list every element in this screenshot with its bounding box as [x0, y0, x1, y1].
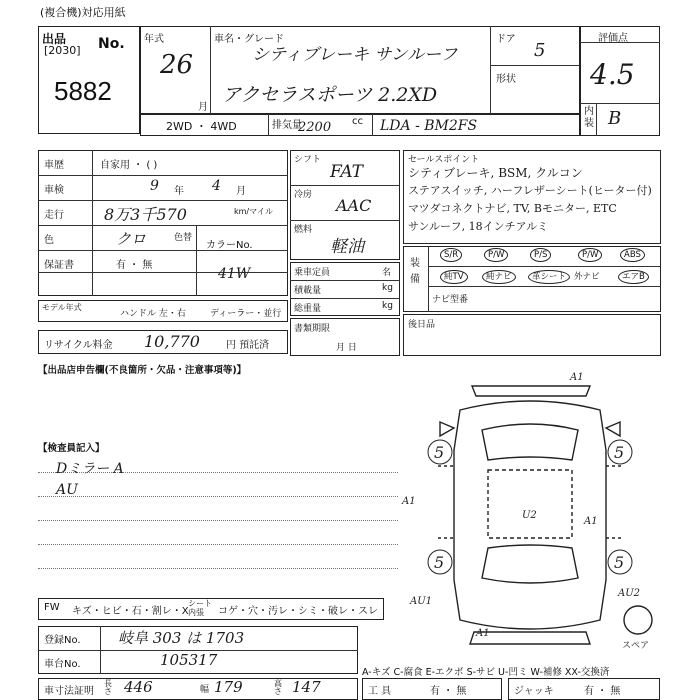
score-value: 4.5 [590, 58, 635, 91]
equip-ps: P/S [530, 250, 551, 260]
displacement-unit: cc [352, 116, 363, 127]
equip-leather: 革シート [528, 270, 570, 282]
score-label: 評価点 [598, 33, 628, 44]
color-options: 色替 [174, 233, 193, 243]
mark-a1-top: A1 [570, 372, 584, 383]
docs-label: 書類期限 [294, 324, 331, 334]
tools-label: 工 具 [368, 686, 392, 697]
handle-label: ハンドル 左・右 [120, 309, 186, 319]
recycle-label: リサイクル料金 [44, 340, 113, 351]
height-value: 147 [292, 678, 321, 696]
ac-value: AAC [336, 196, 372, 215]
history-options: 自家用 ・ ( ) [100, 160, 158, 171]
inspection-year: 9 [150, 178, 159, 194]
load-unit: kg [382, 283, 393, 293]
lot-no-label: No. [98, 36, 125, 52]
mileage-unit: km/マイル [234, 207, 273, 216]
navi-label: ナビ型番 [432, 295, 469, 305]
colorno-value: 41W [218, 266, 251, 282]
inspector-note-1: Dミラー A [56, 461, 124, 477]
rear-box [403, 314, 661, 356]
displacement-value: 2200 [298, 120, 332, 135]
damage-items2: コゲ・穴・汚レ・シミ・破レ・スレ [218, 606, 378, 617]
recycle-value: 10,770 [144, 332, 200, 351]
form-title: (複合機)対応用紙 [40, 6, 126, 19]
mark-5-rl: 5 [434, 553, 445, 572]
grade-value: シティブレーキ サンルーフ [252, 45, 458, 65]
mark-a1-bottom: A1 [476, 628, 490, 639]
fuel-value: 軽油 [330, 237, 364, 257]
mark-a1-left: A1 [402, 496, 416, 507]
selling-line-4: サンルーフ, 18インチアルミ [408, 220, 549, 233]
load-label: 積載量 [294, 286, 322, 296]
inspector-label: 【検査員記入】 [38, 443, 105, 454]
doors-value: 5 [534, 40, 546, 61]
car-diagram [400, 370, 660, 660]
recycle-unit: 円 預託済 [226, 340, 270, 351]
fuel-label: 燃料 [294, 225, 313, 235]
selling-label: セールスポイント [408, 155, 480, 165]
lot-code: [2030] [44, 44, 81, 57]
dealer-label: ディーラー・並行 [210, 309, 282, 319]
tools-options: 有 ・ 無 [430, 686, 467, 697]
equip-airbag: エアB [618, 270, 649, 282]
spare-label: スペア [622, 641, 650, 651]
capacity-unit: 名 [382, 268, 392, 278]
shift-value: FAT [330, 162, 364, 182]
width-value: 179 [214, 678, 243, 696]
inspection-year-unit: 年 [174, 186, 184, 197]
mileage-value: 8万3千570 [104, 205, 187, 224]
equipment-label: 装備 [410, 258, 420, 285]
width-label: 幅 [200, 685, 210, 695]
inspection-label: 車検 [44, 185, 64, 196]
doors-label: ドア [496, 34, 516, 45]
interior-label: 内装 [584, 106, 594, 129]
jack-label: ジャッキ [514, 686, 554, 697]
ac-label: 冷房 [294, 190, 313, 200]
equip-abs: ABS [620, 250, 645, 260]
name-label: 車名・グレード [214, 34, 284, 45]
dims-label: 車寸法証明 [44, 686, 94, 697]
mark-u2: U2 [522, 510, 537, 521]
height-label: 高さ [274, 679, 282, 696]
interior-value: B [608, 108, 622, 129]
name-value: アクセラスポーツ 2.2XD [222, 84, 438, 106]
lot-side-label: 出品 [42, 32, 67, 46]
jack-options: 有 ・ 無 [584, 686, 621, 697]
equip-navi: 純ナビ [482, 270, 516, 282]
color-value: クロ [116, 230, 147, 248]
model-code: LDA - BM2FS [380, 118, 478, 134]
reg-value: 岐阜 303 は 1703 [118, 629, 245, 647]
shape-label: 形状 [496, 74, 516, 85]
equip-ext-navi: 外ナビ [574, 272, 600, 282]
mark-a1-right: A1 [584, 516, 598, 527]
mark-5-rr: 5 [614, 553, 625, 572]
mark-au1: AU1 [410, 596, 433, 607]
capacity-label: 乗車定員 [294, 268, 331, 278]
displacement-label: 排気量 [272, 120, 302, 131]
length-value: 446 [124, 678, 153, 696]
warranty-label: 保証書 [44, 260, 74, 271]
selling-line-3: マツダコネクトナビ, TV, Bモニター, ETC [408, 202, 617, 215]
damage-fw: FW [44, 602, 60, 613]
inspection-month: 4 [212, 178, 221, 194]
chassis-value: 105317 [160, 651, 218, 669]
damage-legend: A-キズ C-腐食 E-エクボ S-サビ U-凹ミ W-補修 XX-交換済 [362, 667, 610, 678]
shift-label: シフト [294, 155, 322, 165]
weight-unit: kg [382, 301, 393, 311]
length-label: 長さ [104, 679, 112, 696]
drive-label: 2WD ・ 4WD [166, 120, 237, 133]
year-label: 年式 [144, 34, 164, 45]
history-label: 車歴 [44, 160, 64, 171]
equip-tv: 純TV [440, 270, 468, 282]
mileage-label: 走行 [44, 210, 64, 221]
damage-items: キズ・ヒビ・石・割レ・X [72, 606, 189, 617]
damage-sheet: シート内張 [188, 599, 212, 617]
rear-label: 後日品 [408, 320, 436, 330]
declaration-label: 【出品店申告欄(不良箇所・欠品・注意事項等)】 [38, 365, 247, 376]
model-year-label: モデル年式 [42, 303, 82, 312]
selling-line-1: シティブレーキ, BSM, クルコン [408, 166, 583, 180]
colorno-label: カラーNo. [206, 240, 253, 251]
weight-label: 総重量 [294, 304, 322, 314]
selling-line-2: ステアスイッチ, ハーフレザーシート(ヒーター付) [408, 184, 652, 197]
reg-label: 登録No. [44, 635, 81, 646]
mark-5-fl: 5 [434, 443, 445, 462]
warranty-options: 有 ・ 無 [116, 260, 153, 271]
equip-pw1: P/W [484, 250, 508, 260]
mark-au2: AU2 [618, 588, 641, 599]
chassis-label: 車台No. [44, 659, 81, 670]
equip-sr: S/R [440, 250, 462, 260]
lot-number: 5882 [54, 76, 112, 106]
inspector-note-2: AU [56, 482, 78, 498]
docs-unit: 月 日 [336, 343, 357, 353]
color-label: 色 [44, 235, 54, 246]
inspection-month-unit: 月 [236, 186, 246, 197]
year-unit: 月 [198, 102, 208, 113]
year-value: 26 [160, 50, 194, 80]
mark-5-fr: 5 [614, 443, 625, 462]
equip-pw2: P/W [578, 250, 602, 260]
